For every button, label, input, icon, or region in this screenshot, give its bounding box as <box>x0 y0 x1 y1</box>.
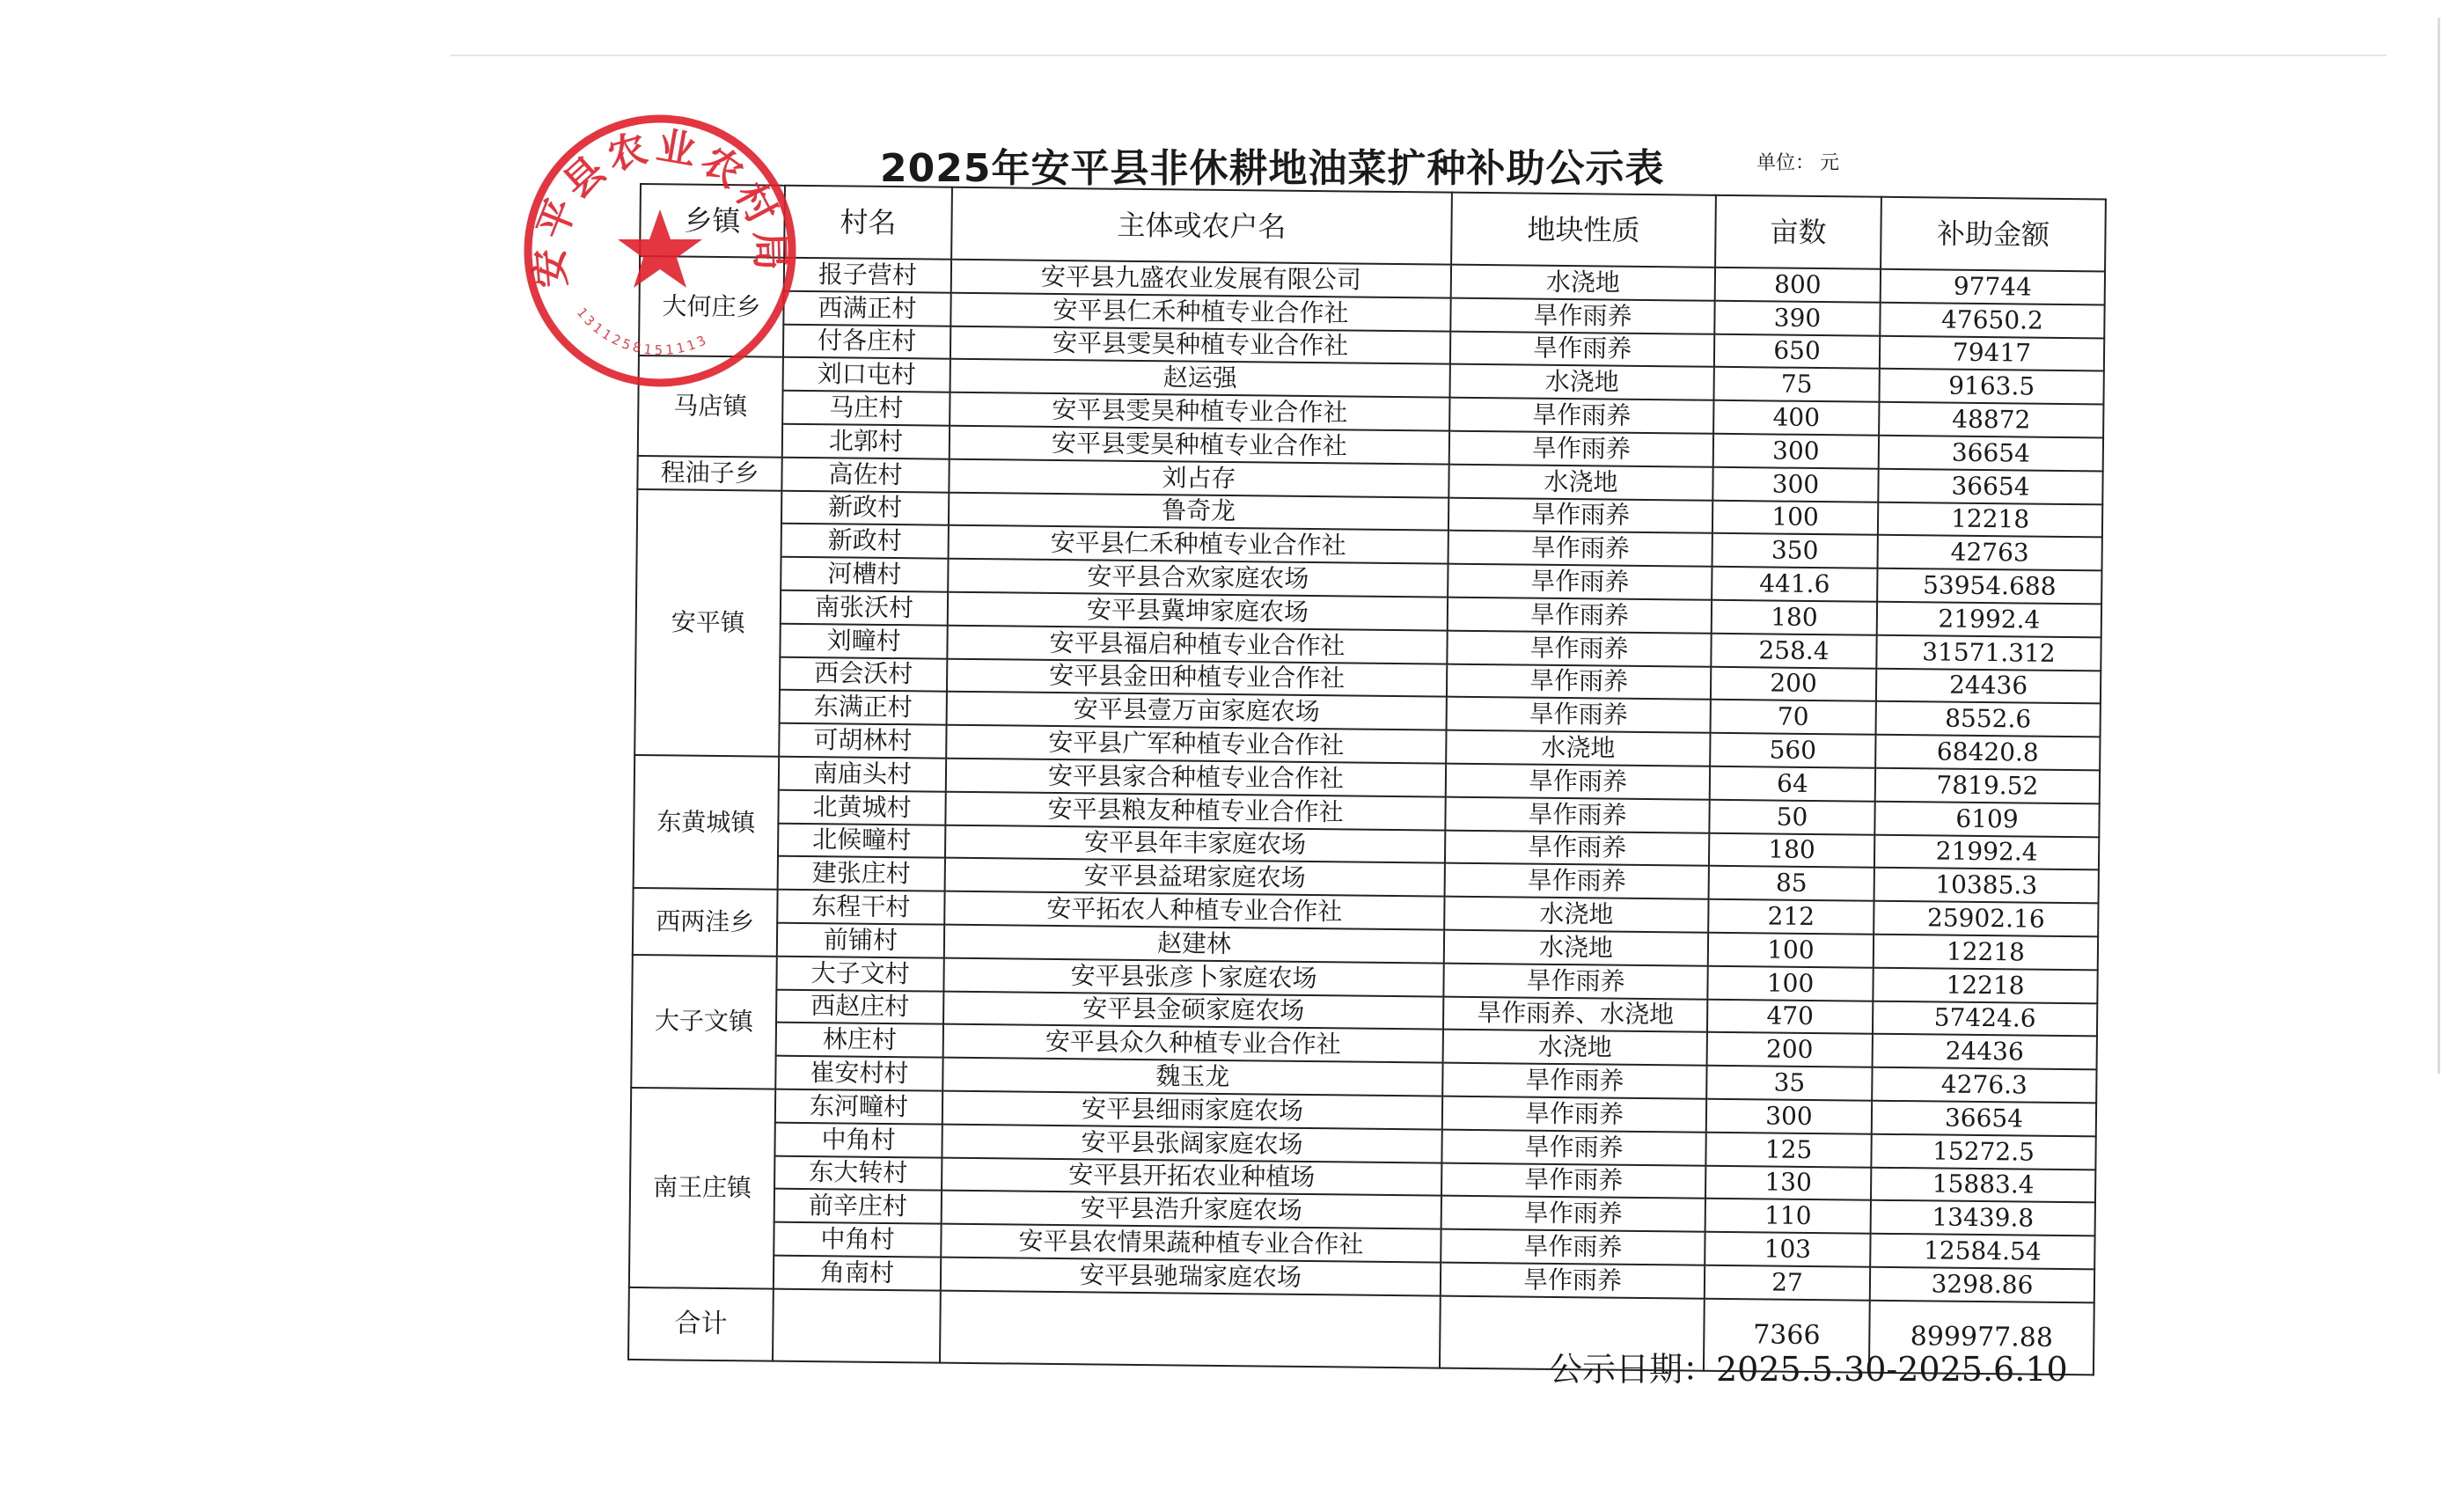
land-type-cell: 旱作雨养 <box>1441 1196 1705 1232</box>
land-type-cell: 旱作雨养 <box>1445 796 1709 832</box>
subsidy-table <box>627 183 2107 1375</box>
entity-cell: 安平县开拓农业种植场 <box>942 1157 1441 1196</box>
total-amount: 899977.88 <box>1869 1300 2094 1375</box>
village-cell: 河槽村 <box>781 557 948 592</box>
mu-cell: 470 <box>1707 999 1873 1034</box>
mu-cell: 200 <box>1707 1032 1873 1067</box>
entity-cell: 安平县驰瑞家庭农场 <box>941 1258 1441 1296</box>
amount-cell: 53954.688 <box>1877 568 2101 604</box>
land-type-cell: 旱作雨养 <box>1445 830 1709 866</box>
land-type-cell: 水浇地 <box>1446 730 1710 766</box>
official-seal <box>515 106 805 396</box>
mu-cell: 300 <box>1712 467 1878 502</box>
total-empty-village <box>773 1288 941 1362</box>
entity-cell: 赵建林 <box>944 925 1444 964</box>
entity-cell: 安平县雯昊种植专业合作社 <box>950 426 1449 465</box>
village-cell: 付各庄村 <box>783 324 950 359</box>
mu-cell: 180 <box>1712 600 1877 635</box>
entity-cell: 安平县张阔家庭农场 <box>942 1124 1441 1162</box>
amount-cell: 97744 <box>1881 269 2105 304</box>
mu-cell: 212 <box>1708 899 1874 935</box>
land-type-cell: 旱作雨养 <box>1450 297 1714 334</box>
village-cell: 崔安村村 <box>775 1056 942 1091</box>
land-type-cell: 水浇地 <box>1451 265 1715 301</box>
mu-cell: 400 <box>1713 400 1879 436</box>
land-type-cell: 旱作雨养 <box>1447 664 1711 700</box>
land-type-cell: 旱作雨养 <box>1448 531 1712 567</box>
village-cell: 中角村 <box>774 1222 941 1258</box>
village-cell: 刘疃村 <box>780 623 947 658</box>
mu-cell: 300 <box>1706 1099 1872 1134</box>
village-cell: 东满正村 <box>780 690 947 725</box>
entity-cell: 安平县合欢家庭农场 <box>948 559 1448 598</box>
mu-cell: 200 <box>1711 666 1876 701</box>
entity-cell: 安平县家合种植专业合作社 <box>946 759 1446 797</box>
town-cell: 大子文镇 <box>631 955 777 1089</box>
mu-cell: 110 <box>1705 1199 1871 1234</box>
land-type-cell: 旱作雨养 <box>1447 697 1711 733</box>
amount-cell: 79417 <box>1880 335 2104 370</box>
mu-cell: 130 <box>1705 1165 1871 1200</box>
town-cell: 西两洼乡 <box>633 888 778 956</box>
entity-cell: 魏玉龙 <box>942 1058 1442 1096</box>
entity-cell: 赵运强 <box>950 359 1450 398</box>
entity-cell: 安平县细雨家庭农场 <box>942 1091 1442 1130</box>
land-type-cell: 旱作雨养 <box>1448 497 1712 533</box>
village-cell: 北黄城村 <box>778 789 945 825</box>
amount-cell: 36654 <box>1872 1101 2096 1136</box>
village-cell: 东河疃村 <box>775 1089 942 1125</box>
scan-edge-top <box>451 55 2387 56</box>
mu-cell: 27 <box>1705 1265 1870 1301</box>
mu-cell: 258.4 <box>1711 634 1876 669</box>
total-mu: 7366 <box>1704 1298 1870 1372</box>
mu-cell: 650 <box>1714 334 1880 369</box>
amount-cell: 3298.86 <box>1870 1267 2094 1302</box>
amount-cell: 25902.16 <box>1874 901 2098 936</box>
header-mu: 亩数 <box>1715 195 1881 269</box>
village-cell: 东程干村 <box>777 890 944 925</box>
header-entity: 主体或农户名 <box>951 187 1452 265</box>
entity-cell: 安平县仁禾种植专业合作社 <box>949 525 1448 564</box>
amount-cell: 31571.312 <box>1876 635 2101 671</box>
village-cell: 大子文村 <box>776 956 943 991</box>
land-type-cell: 水浇地 <box>1444 897 1708 933</box>
village-cell: 马庄村 <box>782 391 950 426</box>
entity-cell: 安平县壹万亩家庭农场 <box>947 692 1447 730</box>
village-cell: 南庙头村 <box>779 757 946 792</box>
amount-cell: 36654 <box>1878 469 2102 504</box>
seal-code: 1311258151113 <box>573 304 712 359</box>
land-type-cell: 旱作雨养 <box>1445 863 1709 899</box>
mu-cell: 390 <box>1714 301 1880 336</box>
entity-cell: 安平县仁禾种植专业合作社 <box>950 293 1450 332</box>
seal-name: 安平县农业农村局 <box>526 123 793 290</box>
mu-cell: 100 <box>1708 933 1874 968</box>
amount-cell: 57424.6 <box>1873 1001 2097 1036</box>
mu-cell: 64 <box>1710 766 1875 802</box>
amount-cell: 15883.4 <box>1871 1167 2095 1202</box>
land-type-cell: 旱作雨养 <box>1441 1229 1705 1265</box>
land-type-cell: 旱作雨养、水浇地 <box>1443 996 1707 1032</box>
header-land-type: 地块性质 <box>1451 193 1716 268</box>
entity-cell: 安平县雯昊种植专业合作社 <box>950 326 1450 364</box>
amount-cell: 7819.52 <box>1875 768 2100 803</box>
entity-cell: 安平拓农人种植专业合作社 <box>944 891 1444 930</box>
village-cell: 北候疃村 <box>778 823 945 858</box>
total-label: 合计 <box>628 1287 774 1361</box>
land-type-cell: 水浇地 <box>1448 464 1712 500</box>
land-type-cell: 旱作雨养 <box>1449 431 1713 467</box>
amount-cell: 68420.8 <box>1875 735 2100 770</box>
village-cell: 新政村 <box>781 490 949 525</box>
town-cell: 程油子乡 <box>637 456 781 491</box>
amount-cell: 10385.3 <box>1874 868 2099 903</box>
village-cell: 可胡林村 <box>779 723 946 759</box>
town-cell: 南王庄镇 <box>629 1088 775 1288</box>
town-cell: 马店镇 <box>638 356 783 457</box>
amount-cell: 9163.5 <box>1879 369 2103 404</box>
town-cell: 安平镇 <box>634 489 781 757</box>
amount-cell: 12218 <box>1874 935 2098 970</box>
land-type-cell: 旱作雨养 <box>1448 564 1712 600</box>
amount-cell: 24436 <box>1876 668 2101 703</box>
village-cell: 前铺村 <box>777 923 944 958</box>
village-cell: 北郭村 <box>782 424 950 459</box>
mu-cell: 100 <box>1712 500 1878 535</box>
mu-cell: 300 <box>1713 434 1879 469</box>
entity-cell: 刘占存 <box>949 458 1448 497</box>
document-title: 2025年安平县非休耕地油菜扩种补助公示表 <box>880 146 1665 191</box>
entity-cell: 安平县粮友种植专业合作社 <box>945 791 1445 830</box>
amount-cell: 15272.5 <box>1871 1133 2095 1169</box>
land-type-cell: 旱作雨养 <box>1441 1129 1705 1165</box>
unit-label: 单位： <box>1756 152 1815 174</box>
land-type-cell: 水浇地 <box>1449 364 1713 400</box>
entity-cell: 安平县金田种植专业合作社 <box>947 658 1447 697</box>
amount-cell: 6109 <box>1874 801 2099 836</box>
land-type-cell: 旱作雨养 <box>1443 963 1707 999</box>
unit-note <box>1756 148 1844 175</box>
header-village: 村名 <box>784 186 952 260</box>
mu-cell: 103 <box>1705 1232 1870 1267</box>
unit-value: 元 <box>1820 152 1840 174</box>
entity-cell: 安平县九盛农业发展有限公司 <box>951 260 1451 298</box>
village-cell: 建张庄村 <box>778 856 945 891</box>
land-type-cell: 旱作雨养 <box>1441 1263 1705 1299</box>
entity-cell: 安平县浩升家庭农场 <box>942 1191 1441 1229</box>
land-type-cell: 旱作雨养 <box>1448 598 1712 634</box>
land-type-cell: 水浇地 <box>1443 1030 1707 1066</box>
amount-cell: 48872 <box>1879 402 2103 437</box>
header-town: 乡镇 <box>640 184 785 258</box>
entity-cell: 鲁奇龙 <box>949 492 1448 531</box>
amount-cell: 21992.4 <box>1874 834 2099 869</box>
entity-cell: 安平县农情果蔬种植专业合作社 <box>941 1224 1441 1263</box>
town-cell: 大何庄乡 <box>639 256 784 357</box>
land-type-cell: 旱作雨养 <box>1442 1063 1706 1099</box>
entity-cell: 安平县张彦卜家庭农场 <box>943 957 1443 996</box>
header-amount: 补助金额 <box>1881 197 2106 272</box>
table-body <box>628 184 2106 1375</box>
amount-cell: 13439.8 <box>1871 1200 2095 1236</box>
land-type-cell: 水浇地 <box>1444 930 1708 966</box>
village-cell: 西赵庄村 <box>776 989 943 1024</box>
village-cell: 角南村 <box>774 1256 941 1291</box>
amount-cell: 42763 <box>1877 535 2101 570</box>
publication-date: 公示日期：2025.5.30-2025.6.10 <box>1549 1350 2068 1389</box>
mu-cell: 50 <box>1709 800 1874 835</box>
land-type-cell: 旱作雨养 <box>1447 630 1711 666</box>
star-icon <box>618 209 702 288</box>
land-type-cell: 旱作雨养 <box>1449 398 1713 434</box>
amount-cell: 47650.2 <box>1880 303 2104 338</box>
mu-cell: 85 <box>1709 866 1874 901</box>
amount-cell: 8552.6 <box>1876 701 2101 737</box>
land-type-cell: 旱作雨养 <box>1442 1096 1706 1133</box>
village-cell: 刘口屯村 <box>783 357 950 392</box>
total-empty-entity <box>940 1290 1441 1368</box>
amount-cell: 36654 <box>1879 436 2103 471</box>
entity-cell: 安平县福启种植专业合作社 <box>947 625 1447 664</box>
land-type-cell: 旱作雨养 <box>1450 331 1714 367</box>
village-cell: 报子营村 <box>784 258 951 293</box>
mu-cell: 180 <box>1709 832 1874 868</box>
village-cell: 新政村 <box>781 524 949 559</box>
amount-cell: 12218 <box>1873 967 2097 1002</box>
mu-cell: 800 <box>1715 268 1881 303</box>
village-cell: 西满正村 <box>783 291 950 326</box>
mu-cell: 100 <box>1707 965 1873 1001</box>
entity-cell: 安平县广军种植专业合作社 <box>946 725 1446 764</box>
mu-cell: 350 <box>1712 533 1878 568</box>
village-cell: 中角村 <box>774 1122 942 1157</box>
amount-cell: 24436 <box>1873 1034 2097 1069</box>
town-cell: 东黄城镇 <box>634 755 780 890</box>
village-cell: 高佐村 <box>781 457 949 492</box>
village-cell: 南张沃村 <box>781 590 948 626</box>
amount-cell: 12218 <box>1878 502 2102 537</box>
entity-cell: 安平县冀坤家庭农场 <box>948 592 1448 631</box>
entity-cell: 安平县金硕家庭农场 <box>943 991 1443 1030</box>
scan-edge-right <box>2438 18 2440 1074</box>
mu-cell: 441.6 <box>1712 567 1877 602</box>
mu-cell: 70 <box>1711 700 1876 735</box>
village-cell: 林庄村 <box>776 1023 943 1058</box>
amount-cell: 4276.3 <box>1872 1067 2096 1103</box>
land-type-cell: 旱作雨养 <box>1441 1162 1705 1199</box>
village-cell: 西会沃村 <box>780 656 947 692</box>
mu-cell: 560 <box>1710 733 1875 768</box>
mu-cell: 75 <box>1713 367 1879 402</box>
mu-cell: 35 <box>1706 1066 1872 1101</box>
entity-cell: 安平县益珺家庭农场 <box>945 858 1445 897</box>
village-cell: 前辛庄村 <box>774 1189 942 1224</box>
mu-cell: 125 <box>1705 1132 1871 1167</box>
village-cell: 东大转村 <box>774 1155 942 1191</box>
entity-cell: 安平县雯昊种植专业合作社 <box>950 392 1449 431</box>
amount-cell: 12584.54 <box>1870 1234 2094 1269</box>
land-type-cell: 旱作雨养 <box>1446 764 1710 800</box>
amount-cell: 21992.4 <box>1877 602 2101 637</box>
entity-cell: 安平县众久种植专业合作社 <box>943 1024 1443 1063</box>
entity-cell: 安平县年丰家庭农场 <box>945 825 1445 863</box>
